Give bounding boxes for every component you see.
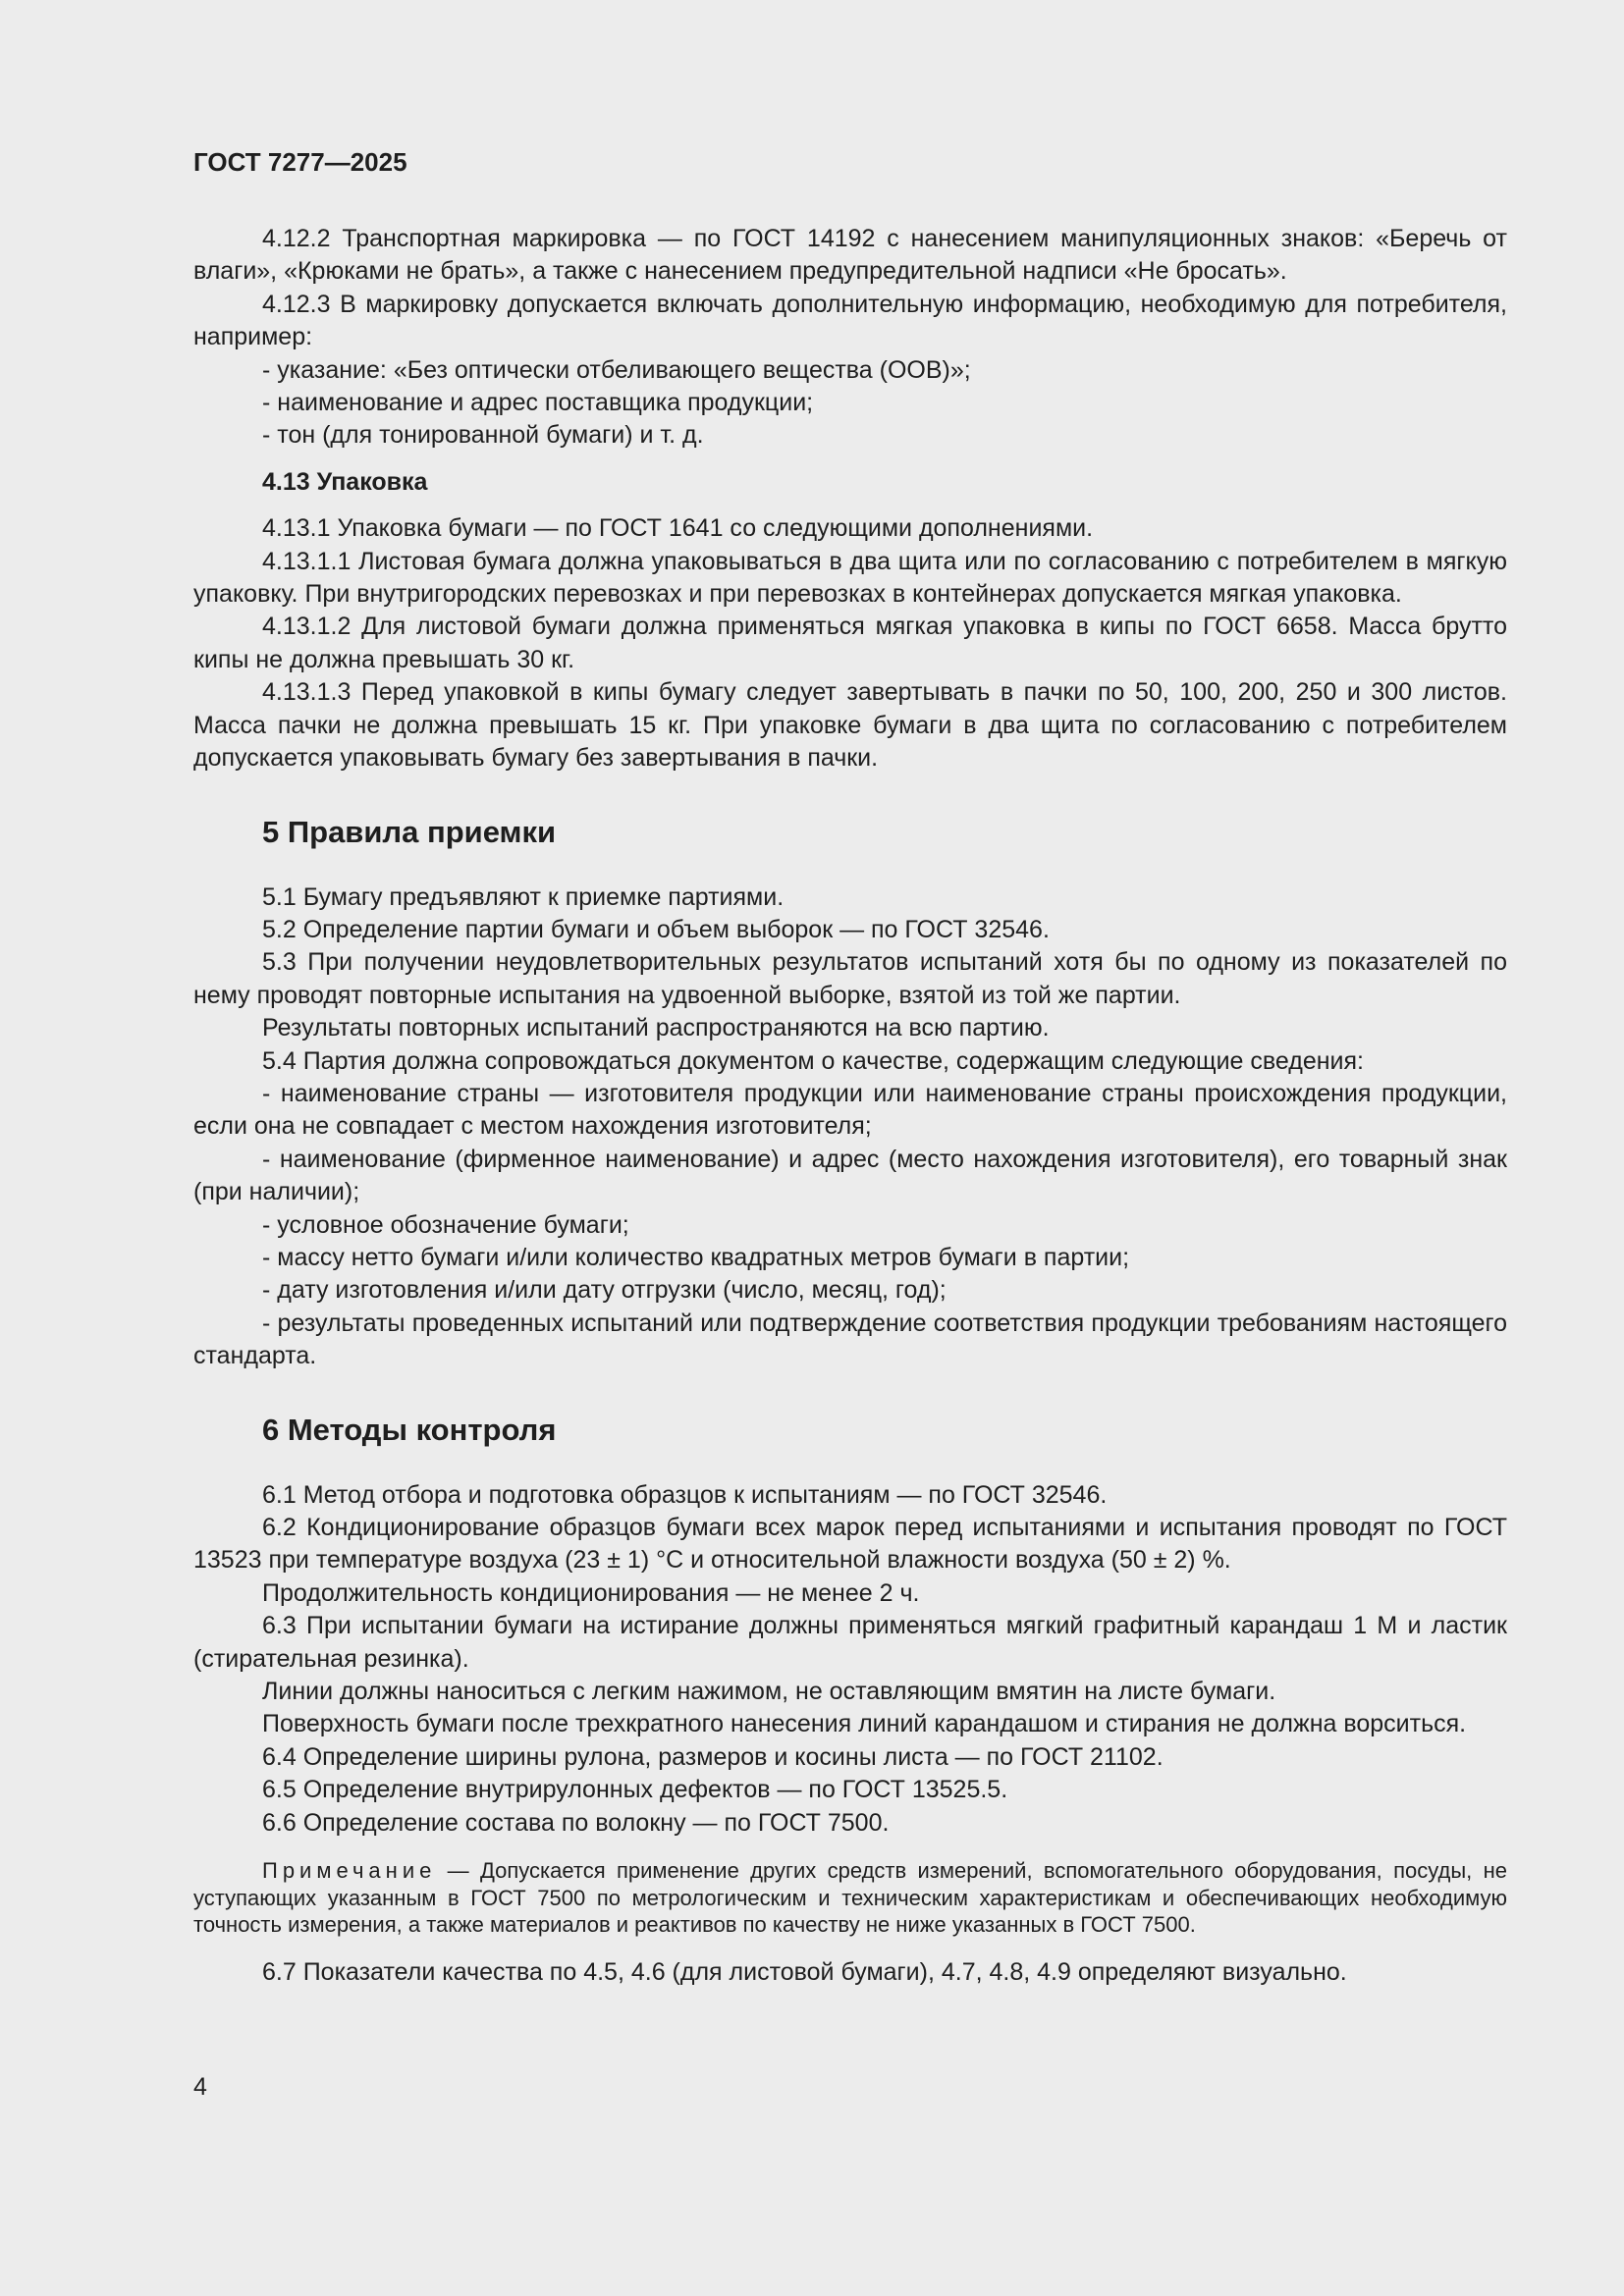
note-text: — Допускается применение других средств измерений, вспомогательного оборудования, посуды, не уступающих указанным в ГОСТ 7500 по метрологическим и техническим характеристикам и обеспечивающих необходимую точность измерения, а также материалов и реактивов по качеству не ниже указанных в ГОСТ 7500.: [193, 1858, 1507, 1938]
list-item: - массу нетто бумаги и/или количество квадратных метров бумаги в партии;: [262, 1243, 1130, 1271]
paragraph: 5.2 Определение партии бумаги и объем выборок — по ГОСТ 32546.: [262, 915, 1050, 943]
document-header: ГОСТ 7277—2025: [193, 147, 407, 177]
note-label: Примечание: [262, 1858, 437, 1884]
paragraph: 5.3 При получении неудовлетворительных результатов испытаний хотя бы по одному из показателей по нему проводят повторные испытания на удвоенной выборке, взятой из той же партии.: [193, 948, 1507, 1009]
note: [193, 1857, 1507, 1939]
list-item: - наименование (фирменное наименование) и адрес (место нахождения изготовителя), его товарный знак (при наличии);: [193, 1145, 1507, 1206]
list-item: - результаты проведенных испытаний или подтверждение соответствия продукции требованиям настоящего стандарта.: [193, 1308, 1507, 1370]
paragraph: 6.6 Определение состава по волокну — по ГОСТ 7500.: [262, 1808, 890, 1837]
list-item: - тон (для тонированной бумаги) и т. д.: [262, 421, 704, 450]
list-item: - дату изготовления и/или дату отгрузки (число, месяц, год);: [262, 1276, 947, 1305]
subsection-heading: 4.13 Упаковка: [262, 467, 428, 496]
paragraph: 5.1 Бумагу предъявляют к приемке партиями.: [262, 882, 785, 911]
paragraph: 6.1 Метод отбора и подготовка образцов к испытаниям — по ГОСТ 32546.: [262, 1480, 1108, 1509]
paragraph: 4.13.1.3 Перед упаковкой в кипы бумагу следует завертывать в пачки по 50, 100, 200, 250 и 300 листов. Масса пачки не должна превышать 15 кг. При упаковке бумаги в два щита по согласованию с потребителем допускается упаковывать бумагу без завертывания в пачки.: [193, 678, 1507, 773]
page-number: 4: [193, 2073, 207, 2101]
paragraph: 4.13.1.2 Для листовой бумаги должна применяться мягкая упаковка в кипы по ГОСТ 6658. Масса брутто кипы не должна превышать 30 кг.: [193, 613, 1507, 673]
paragraph: 6.2 Кондиционирование образцов бумаги всех марок перед испытаниями и испытания проводят по ГОСТ 13523 при температуре воздуха (23 ± 1) °С и относительной влажности воздуха (50 ± 2) %.: [193, 1514, 1507, 1575]
paragraph: 4.12.2 Транспортная маркировка — по ГОСТ 14192 с нанесением манипуляционных знаков: «Беречь от влаги», «Крюками не брать», а также с нанесением предупредительной надписи «Не бросать».: [193, 225, 1507, 286]
paragraph: 6.3 При испытании бумаги на истирание должны применяться мягкий графитный карандаш 1 М и ластик (стирательная резинка).: [193, 1612, 1507, 1673]
list-item: - наименование и адрес поставщика продукции;: [262, 389, 814, 417]
list-item: - наименование страны — изготовителя продукции или наименование страны происхождения продукции, если она не совпадает с местом нахождения изготовителя;: [193, 1079, 1507, 1141]
paragraph: 6.4 Определение ширины рулона, размеров и косины листа — по ГОСТ 21102.: [262, 1742, 1164, 1771]
document-body: [193, 223, 1507, 1989]
section-heading: 6 Методы контроля: [262, 1412, 557, 1447]
paragraph: 4.13.1 Упаковка бумаги — по ГОСТ 1641 со следующими дополнениями.: [262, 514, 1094, 543]
paragraph: 4.13.1.1 Листовая бумага должна упаковываться в два щита или по согласованию с потребителем в мягкую упаковку. При внутригородских перевозках и при перевозках в контейнерах допускается мягкая упаковка.: [193, 547, 1507, 609]
paragraph-6-7: 6.7 Показатели качества по 4.5, 4.6 (для листовой бумаги), 4.7, 4.8, 4.9 определяют визуально.: [262, 1957, 1347, 1986]
body-blocks: [193, 223, 1507, 1840]
paragraph: Продолжительность кондиционирования — не менее 2 ч.: [262, 1578, 920, 1607]
paragraph: Результаты повторных испытаний распространяются на всю партию.: [262, 1014, 1050, 1042]
paragraph: Линии должны наноситься с легким нажимом, не оставляющим вмятин на листе бумаги.: [262, 1678, 1276, 1706]
paragraph: 5.4 Партия должна сопровождаться документом о качестве, содержащим следующие сведения:: [262, 1046, 1364, 1075]
section-heading: 5 Правила приемки: [262, 814, 557, 849]
paragraph: 6.5 Определение внутрирулонных дефектов — по ГОСТ 13525.5.: [262, 1776, 1008, 1804]
list-item: - условное обозначение бумаги;: [262, 1210, 629, 1239]
paragraph: 4.12.3 В маркировку допускается включать дополнительную информацию, необходимую для потребителя, например:: [193, 290, 1507, 351]
list-item: - указание: «Без оптически отбеливающего вещества (ООВ)»;: [262, 355, 971, 384]
paragraph: Поверхность бумаги после трехкратного нанесения линий карандашом и стирания не должна ворситься.: [262, 1710, 1467, 1738]
